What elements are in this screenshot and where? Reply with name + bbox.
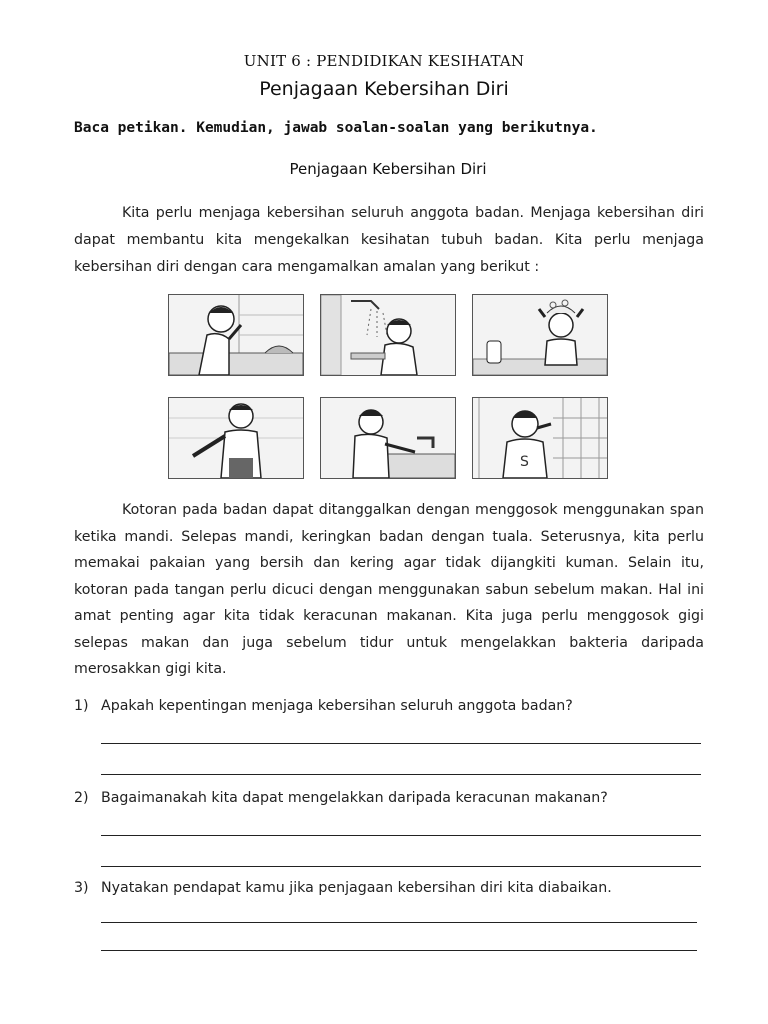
washing-hands-icon bbox=[320, 397, 456, 479]
answer-line[interactable] bbox=[101, 866, 701, 867]
wearing-clothes-icon bbox=[168, 397, 304, 479]
passage-title: Penjagaan Kebersihan Diri bbox=[289, 160, 487, 178]
answer-line[interactable] bbox=[101, 835, 701, 836]
answer-line[interactable] bbox=[101, 774, 701, 775]
passage-paragraph-1: Kita perlu menjaga kebersihan seluruh anggota badan. Menjaga kebersihan diri dapat membantu kita mengekalkan kesihatan tubuh badan. Kita perlu menjaga kebersihan diri dengan cara mengamalkan amalan yang berikut : bbox=[74, 205, 704, 275]
shampooing-hair-icon bbox=[472, 294, 608, 376]
passage-paragraph-2: Kotoran pada badan dapat ditanggalkan dengan menggosok menggunakan span ketika mandi. Selepas mandi, keringkan badan dengan tuala. Seterusnya, kita perlu memakai pakaian yang bersih dan kering agar tidak dijangkiti kuman. Selain itu, kotoran pada tangan perlu dicuci dengan menggunakan sabun sebelum makan. Hal ini amat penting agar kita tidak keracunan makanan. Kita juga perlu menggosok gigi selepas makan dan juga sebelum tidur untuk mengelakkan bakteria daripada merosakkan gigi kita. bbox=[74, 502, 704, 677]
washing-face-icon bbox=[168, 294, 304, 376]
instruction: Baca petikan. Kemudian, jawab soalan-soalan yang berikutnya. bbox=[74, 120, 598, 136]
answer-line[interactable] bbox=[101, 743, 701, 744]
brushing-teeth-icon bbox=[472, 397, 608, 479]
unit-title: UNIT 6 : PENDIDIKAN KESIHATAN bbox=[243, 52, 525, 70]
showering-icon bbox=[320, 294, 456, 376]
svg-text:S: S bbox=[520, 454, 529, 470]
question-1: 1) Apakah kepentingan menjaga kebersihan seluruh anggota badan? bbox=[74, 698, 573, 714]
page-title: Penjagaan Kebersihan Diri bbox=[259, 78, 509, 100]
answer-line[interactable] bbox=[101, 950, 697, 951]
question-2: 2) Bagaimanakah kita dapat mengelakkan daripada keracunan makanan? bbox=[74, 790, 608, 806]
answer-line[interactable] bbox=[101, 922, 697, 923]
question-3: 3) Nyatakan pendapat kamu jika penjagaan kebersihan diri kita diabaikan. bbox=[74, 880, 612, 896]
